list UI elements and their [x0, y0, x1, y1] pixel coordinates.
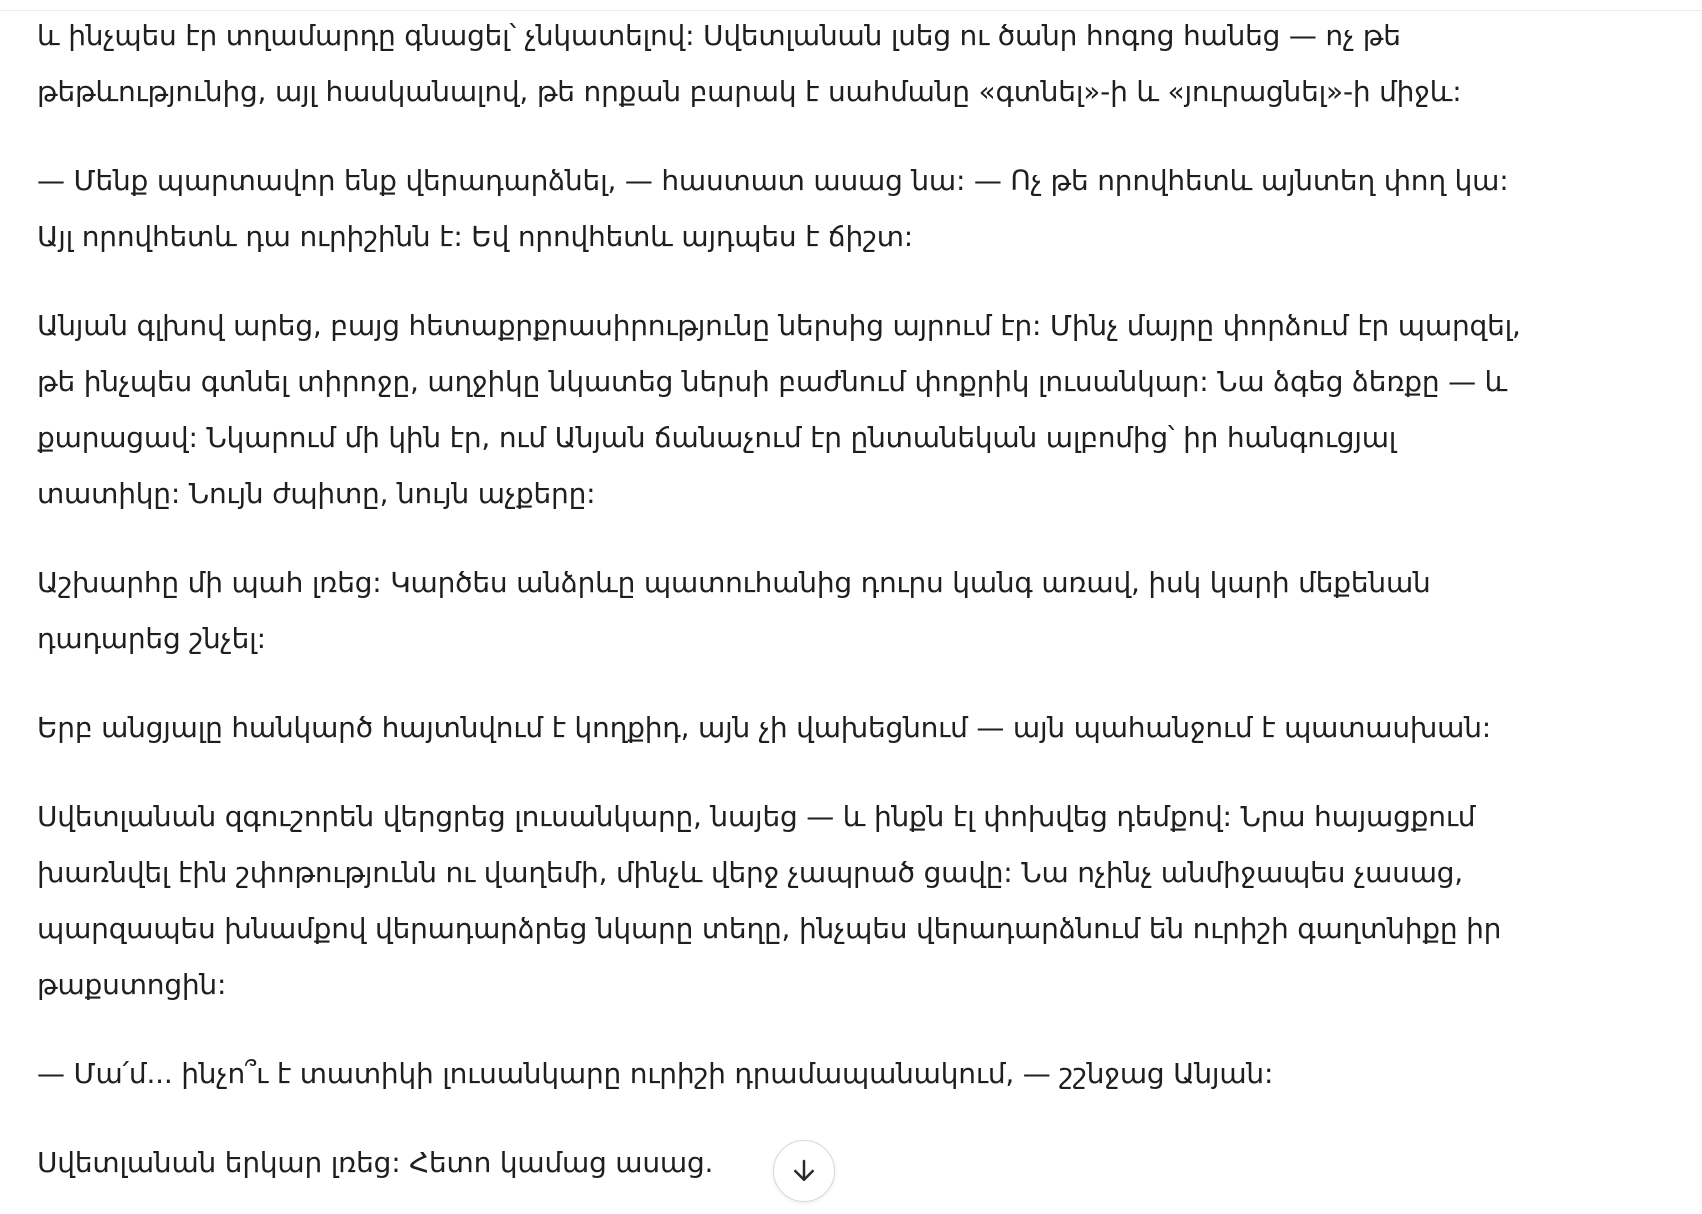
message-content: [37, 8, 1597, 1214]
paragraph: Աշխարհը մի պահ լռեց: Կարծես անձրևը պատուհանից դուրս կանգ առավ, իսկ կարի մեքենան դադարեց շնչել:: [37, 566, 1431, 655]
paragraph: — Մա՛մ... ինչո՞ւ է տատիկի լուսանկարը ուրիշի դրամապանակում, — շշնջաց Անյան:: [37, 1057, 1274, 1090]
arrow-down-icon: [789, 1156, 819, 1186]
paragraph: Անյան գլխով արեց, բայց հետաքրքրասիրությունը ներսից այրում էր: Մինչ մայրը փորձում էր պարզել, թե ինչպես գտնել տիրոջը, աղջիկը նկատեց ներսի բաժնում փոքրիկ լուսանկար: Նա ձգեց ձեռքը — և քարացավ: Նկարում մի կին էր, ում Անյան ճանաչում էր ընտանեկան ալբոմից՝ իր հանգուցյալ տատիկը: Նույն ժպիտը, նույն աչքերը:: [37, 309, 1521, 510]
scroll-to-bottom-button[interactable]: [773, 1140, 835, 1202]
paragraph: — Մենք պարտավոր ենք վերադարձնել, — հաստատ ասաց նա: — Ոչ թե որովհետև այնտեղ փող կա: Այլ որովհետև դա ուրիշինն է: Եվ որովհետև այդպես է ճիշտ:: [37, 164, 1509, 253]
paragraph: և ինչպես էր տղամարդը գնացել՝ չնկատելով: Սվետլանան լսեց ու ծանր հոգոց հանեց — ոչ թե թեթևությունից, այլ հասկանալով, թե որքան բարակ է սահմանը «գտնել»-ի և «յուրացնել»-ի միջև:: [37, 19, 1462, 108]
paragraph: Երբ անցյալը հանկարծ հայտնվում է կողքիդ, այն չի վախեցնում — այն պահանջում է պատասխան:: [37, 711, 1492, 744]
paragraph: Սվետլանան երկար լռեց: Հետո կամաց ասաց.: [37, 1146, 714, 1179]
paragraph: Սվետլանան զգուշորեն վերցրեց լուսանկարը, նայեց — և ինքն էլ փոխվեց դեմքով: Նրա հայացքում խառնվել էին շփոթությունն ու վաղեմի, մինչև վերջ չապրած ցավը: Նա ոչինչ անմիջապես չասաց, պարզապես խնամքով վերադարձրեց նկարը տեղը, ինչպես վերադարձնում են ուրիշի գաղտնիքը իր թաքստոցին:: [37, 800, 1502, 1001]
